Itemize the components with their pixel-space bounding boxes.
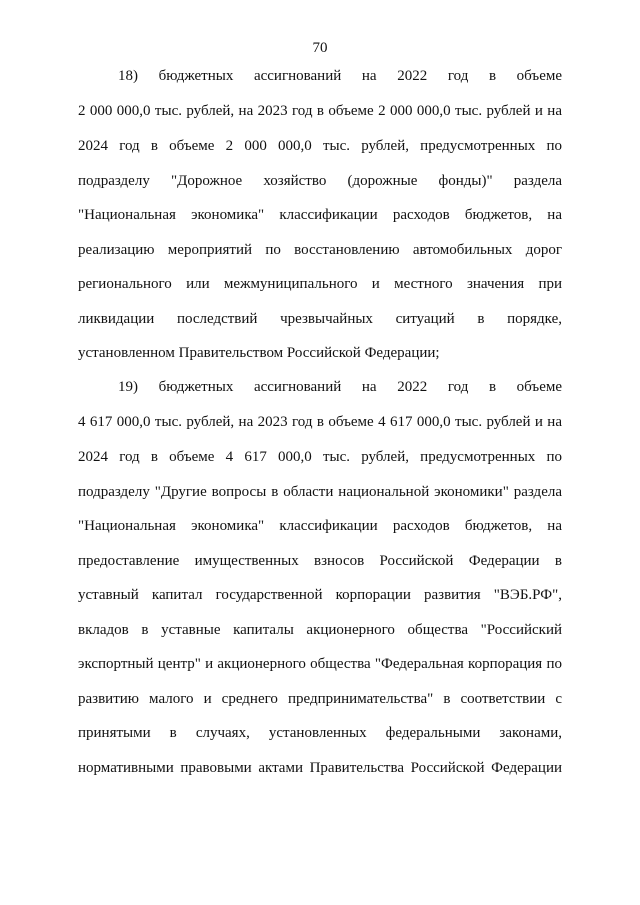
paragraph-18-line: регионального или межмуниципального и местного значения при [78, 276, 562, 292]
paragraph-19-line: нормативными правовыми актами Правительства Российской Федерации [78, 760, 562, 776]
page-number: 70 [312, 40, 328, 56]
paragraph-19-line: 4 617 000,0 тыс. рублей, на 2023 год в объеме 4 617 000,0 тыс. рублей и на [78, 414, 562, 430]
paragraph-19-line: предоставление имущественных взносов Российской Федерации в [78, 553, 562, 569]
paragraph-19-line: "Национальная экономика" классификации расходов бюджетов, на [78, 518, 562, 534]
paragraph-18-line: 2 000 000,0 тыс. рублей, на 2023 год в объеме 2 000 000,0 тыс. рублей и на [78, 103, 562, 119]
paragraph-18-line: установленном Правительством Российской Федерации; [78, 345, 440, 361]
paragraph-18-line: реализацию мероприятий по восстановлению автомобильных дорог [78, 242, 562, 258]
paragraph-18-line: "Национальная экономика" классификации расходов бюджетов, на [78, 207, 562, 223]
paragraph-18-line: 18) бюджетных ассигнований на 2022 год в объеме [118, 68, 562, 84]
paragraph-19-line: уставный капитал государственной корпорации развития "ВЭБ.РФ", [78, 587, 562, 603]
paragraph-18-line: подразделу "Дорожное хозяйство (дорожные фонды)" раздела [78, 173, 562, 189]
paragraph-19-line: 19) бюджетных ассигнований на 2022 год в объеме [118, 379, 562, 395]
paragraph-19-line: вкладов в уставные капиталы акционерного общества "Российский [78, 622, 562, 638]
paragraph-19-line: 2024 год в объеме 4 617 000,0 тыс. рублей, предусмотренных по [78, 449, 562, 465]
paragraph-19-line: экспортный центр" и акционерного общества "Федеральная корпорация по [78, 656, 562, 672]
paragraph-19-line: принятыми в случаях, установленных федеральными законами, [78, 725, 562, 741]
paragraph-19-line: подразделу "Другие вопросы в области национальной экономики" раздела [78, 484, 562, 500]
paragraph-19-line: развитию малого и среднего предпринимательства" в соответствии с [78, 691, 562, 707]
paragraph-18-line: ликвидации последствий чрезвычайных ситуаций в порядке, [78, 311, 562, 327]
paragraph-18-line: 2024 год в объеме 2 000 000,0 тыс. рублей, предусмотренных по [78, 138, 562, 154]
